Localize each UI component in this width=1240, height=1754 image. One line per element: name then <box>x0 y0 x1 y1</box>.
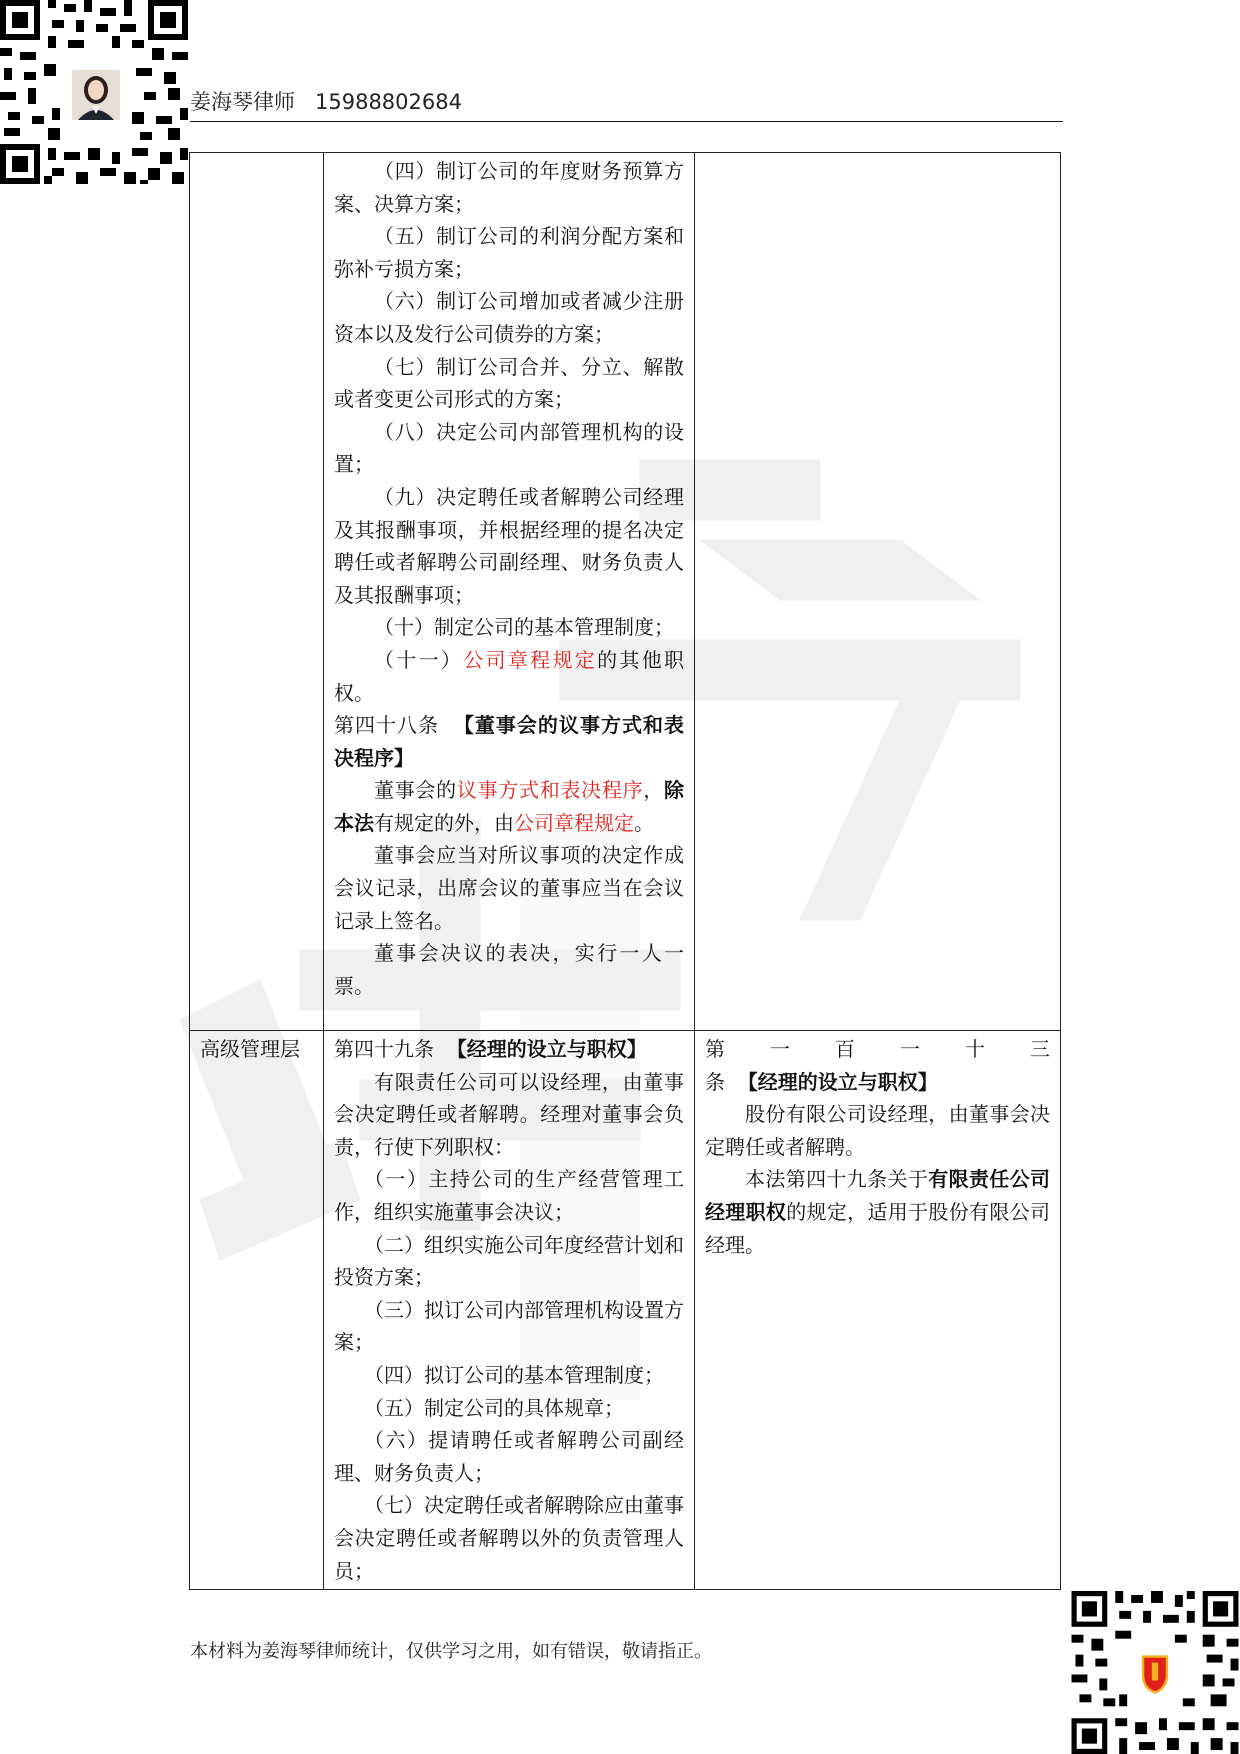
article-heading <box>334 709 684 774</box>
list-item: （一）主持公司的生产经营管理工作，组织实施董事会决议； <box>334 1167 684 1224</box>
highlight-text: 议事方式和表决程序 <box>456 778 644 803</box>
bold-text: 除本法 <box>334 778 685 835</box>
joint-stock-cell <box>695 1031 1061 1590</box>
article-paragraph: 董事会应当对所议事项的决定作成会议记录，出席会议的董事应当在会议记录上签名。 <box>334 843 684 933</box>
page-header <box>190 86 462 116</box>
lawyer-avatar <box>70 68 122 122</box>
article-number: 第四十九条 <box>334 1037 434 1061</box>
qr-code-bottom <box>1071 1591 1239 1754</box>
article-paragraph: 有限责任公司可以设经理，由董事会决定聘任或者解聘。经理对董事会负责，行使下列职权： <box>334 1069 684 1159</box>
text-span: 董事会的 <box>374 778 457 803</box>
text-span: 的规定，适用于股份有限公司经理。 <box>705 1199 1050 1257</box>
list-item: （三）拟订公司内部管理机构设置方案； <box>334 1297 684 1355</box>
list-item <box>334 644 684 709</box>
text-span: 有规定的外，由 <box>374 810 514 835</box>
company-law-cell <box>324 153 695 1031</box>
highlight-text: 公司章程规定 <box>514 810 634 835</box>
article-paragraph <box>334 774 684 839</box>
table-row <box>190 153 1061 1031</box>
text-span: 。 <box>634 810 654 835</box>
category-cell <box>190 153 324 1031</box>
text-span: 本法第四十九条关于 <box>745 1167 929 1192</box>
list-item: （十）制定公司的基本管理制度； <box>374 615 674 640</box>
list-item: （五）制订公司的利润分配方案和弥补亏损方案； <box>334 224 684 281</box>
item-text: 的其他职权。 <box>334 647 685 705</box>
article-title: 【经理的设立与职权】 <box>737 1069 938 1094</box>
highlight-text: 公司章程规定 <box>463 647 598 672</box>
article-number: 第一百一十三条 <box>705 1037 1050 1094</box>
item-text: （十一） <box>374 647 464 672</box>
header-divider <box>190 121 1063 122</box>
article-heading <box>705 1033 1050 1098</box>
list-item: （八）决定公司内部管理机构的设置； <box>334 419 684 477</box>
article-heading <box>334 1033 684 1066</box>
lawyer-name: 姜海琴律师 <box>190 90 295 114</box>
list-item: （七）决定聘任或者解聘除应由董事会决定聘任或者解聘以外的负责管理人员； <box>334 1493 684 1583</box>
bold-text: 有限责任公司经理职权 <box>705 1167 1051 1224</box>
table-row <box>190 1031 1061 1590</box>
article-paragraph: 股份有限公司设经理，由董事会决定聘任或者解聘。 <box>705 1102 1050 1159</box>
phone-number: 15988802684 <box>315 90 462 114</box>
list-item: （二）组织实施公司年度经营计划和投资方案； <box>334 1232 684 1290</box>
text-span: ， <box>643 778 665 803</box>
list-item: （六）制订公司增加或者减少注册资本以及发行公司债券的方案； <box>334 289 684 346</box>
article-number: 第四十八条 <box>334 713 440 738</box>
category-cell: 高级管理层 <box>190 1031 324 1590</box>
article-paragraph: 董事会决议的表决，实行一人一票。 <box>334 941 684 998</box>
footer-note: 本材料为姜海琴律师统计，仅供学习之用，如有错误，敬请指正。 <box>190 1641 712 1662</box>
law-comparison-table <box>189 152 1061 1590</box>
list-item: （四）拟订公司的基本管理制度； <box>364 1362 664 1387</box>
joint-stock-cell <box>695 153 1061 1031</box>
article-paragraph <box>705 1163 1050 1261</box>
article-title: 【董事会的议事方式和表决程序】 <box>334 713 685 770</box>
article-title: 【经理的设立与职权】 <box>446 1037 647 1061</box>
list-item: （七）制订公司合并、分立、解散或者变更公司形式的方案； <box>334 354 684 412</box>
company-law-cell <box>324 1031 695 1590</box>
list-item: （四）制订公司的年度财务预算方案、决算方案； <box>334 159 684 216</box>
list-item: （五）制定公司的具体规章； <box>364 1395 624 1420</box>
list-item: （九）决定聘任或者解聘公司经理及其报酬事项，并根据经理的提名决定聘任或者解聘公司副经理、财务负责人及其报酬事项； <box>334 484 684 607</box>
list-item: （六）提请聘任或者解聘公司副经理、财务负责人； <box>334 1428 684 1485</box>
